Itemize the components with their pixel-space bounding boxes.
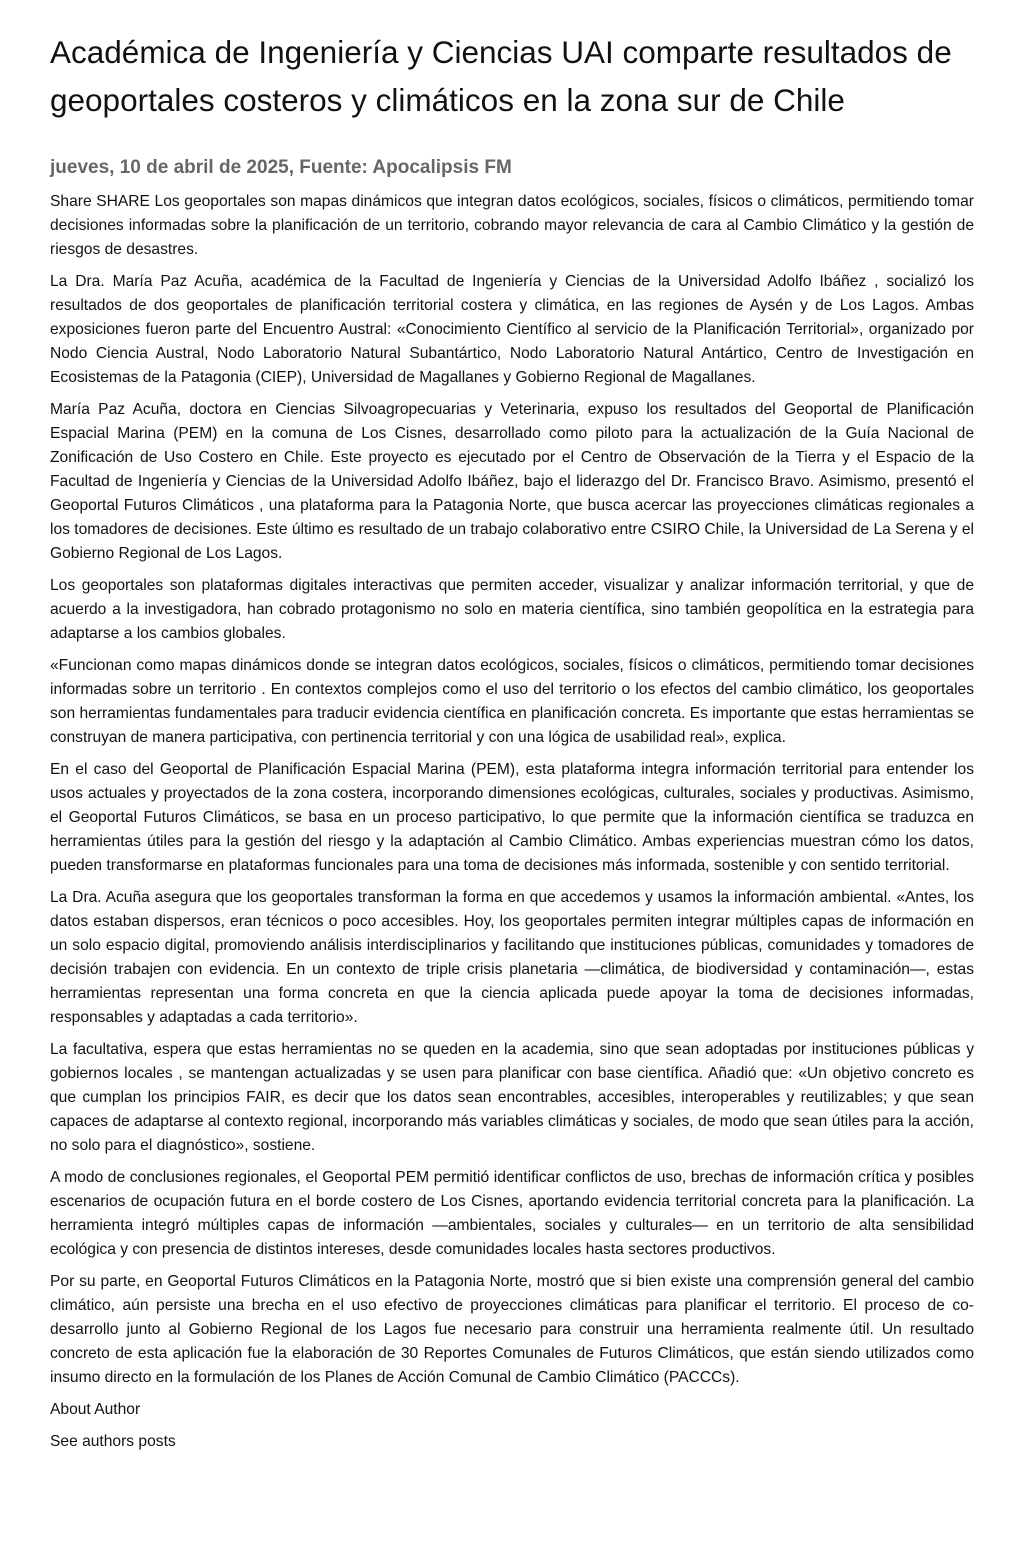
paragraph-4: «Funcionan como mapas dinámicos donde se integran datos ecológicos, sociales, físicos o climáticos, permitiendo tomar decisiones informadas sobre un territorio . En contextos complejos como el uso del territorio o los efectos del cambio climático, los geoportales son herramientas fundamentales para traducir evidencia científica en planificación concreta. Es importante que estas herramientas se construyan de manera participativa, con pertinencia territorial y con una lógica de usabilidad real», explica.	[50, 657, 974, 746]
paragraph-2: María Paz Acuña, doctora en Ciencias Silvoagropecuarias y Veterinaria, expuso los resultados del Geoportal de Planificación Espacial Marina (PEM) en la comuna de Los Cisnes, desarrollado como piloto para la actualización de la Guía Nacional de Zonificación de Uso Costero en Chile. Este proyecto es ejecutado por el Centro de Observación de la Tierra y el Espacio de la Facultad de Ingeniería y Ciencias de la Universidad Adolfo Ibáñez, bajo el liderazgo del Dr. Francisco Bravo. Asimismo, presentó el Geoportal Futuros Climáticos , una plataforma para la Patagonia Norte, que busca acercar las proyecciones climáticas regionales a los tomadores de decisiones. Este último es resultado de un trabajo colaborativo entre CSIRO Chile, la Universidad de La Serena y el Gobierno Regional de Los Lagos.	[50, 401, 974, 562]
lead-line-1: Share SHARE Los geoportales son mapas dinámicos que integran datos ecológicos, sociales, físicos o climáticos, permitiendo tomar	[50, 193, 974, 210]
article-title: Académica de Ingeniería y Ciencias UAI comparte resultados de geoportales costeros y climáticos en la zona sur de Chile	[50, 34, 952, 118]
paragraph-7: La facultativa, espera que estas herramientas no se queden en la academia, sino que sean adoptadas por instituciones públicas y gobiernos locales , se mantengan actualizadas y se usen para planificar con base científica. Añadió que: «Un objetivo concreto es que cumplan los principios FAIR, es decir que los datos sean encontrables, accesibles, interoperables y reutilizables; y que sean capaces de adaptarse al contexto regional, incorporando más variables climáticas y sociales, de modo que sean útiles para la acción, no solo para el diagnóstico», sostiene.	[50, 1041, 974, 1154]
paragraph-6: La Dra. Acuña asegura que los geoportales transforman la forma en que accedemos y usamos la información ambiental. «Antes, los datos estaban dispersos, eran técnicos o poco accesibles. Hoy, los geoportales permiten integrar múltiples capas de información en un solo espacio digital, promoviendo análisis interdisciplinarios y facilitando que instituciones públicas, comunidades y tomadores de decisión trabajen con evidencia. En un contexto de triple crisis planetaria —climática, de biodiversidad y contaminación—, estas herramientas representan una forma concreta en que la ciencia aplicada puede apoyar la toma de decisiones informadas, responsables y adaptadas a cada territorio».	[50, 889, 974, 1026]
lead-paragraph	[50, 190, 974, 262]
paragraph-3: Los geoportales son plataformas digitales interactivas que permiten acceder, visualizar y analizar información territorial, y que de acuerdo a la investigadora, han cobrado protagonismo no solo en materia científica, sino también geopolítica en la estrategia para adaptarse a los cambios globales.	[50, 577, 974, 642]
paragraph-8: A modo de conclusiones regionales, el Geoportal PEM permitió identificar conflictos de uso, brechas de información crítica y posibles escenarios de ocupación futura en el borde costero de Los Cisnes, aportando evidencia territorial concreta para la planificación. La herramienta integró múltiples capas de información —ambientales, sociales y culturales— en un territorio de alta sensibilidad ecológica y con presencia de distintos intereses, desde comunidades locales hasta sectores productivos.	[50, 1169, 974, 1258]
about-author-heading: About Author	[50, 1401, 141, 1418]
see-authors-posts-link[interactable]: See authors posts	[50, 1433, 176, 1450]
lead-line-2: decisiones informadas sobre la planificación de un territorio, cobrando mayor relevancia de cara al Cambio Climático y la gestión de riesgos de desastres.	[50, 217, 974, 258]
paragraph-5: En el caso del Geoportal de Planificación Espacial Marina (PEM), esta plataforma integra información territorial para entender los usos actuales y proyectados de la zona costera, incorporando dimensiones ecológicas, culturales, sociales y productivas. Asimismo, el Geoportal Futuros Climáticos, se basa en un proceso participativo, lo que permite que la información científica se traduzca en herramientas útiles para la gestión del riesgo y la adaptación al Cambio Climático. Ambas experiencias muestran cómo los datos, pueden transformarse en plataformas funcionales para una toma de decisiones más informada, sostenible y con sentido territorial.	[50, 761, 974, 874]
article-date-source: jueves, 10 de abril de 2025, Fuente: Apocalipsis FM	[50, 157, 512, 178]
article-body	[50, 190, 974, 1390]
paragraph-1: La Dra. María Paz Acuña, académica de la Facultad de Ingeniería y Ciencias de la Universidad Adolfo Ibáñez , socializó los resultados de dos geoportales de planificación territorial costera y climática, en las regiones de Aysén y de Los Lagos. Ambas exposiciones fueron parte del Encuentro Austral: «Conocimiento Científico al servicio de la Planificación Territorial», organizado por Nodo Ciencia Austral, Nodo Laboratorio Natural Subantártico, Nodo Laboratorio Natural Antártico, Centro de Investigación en Ecosistemas de la Patagonia (CIEP), Universidad de Magallanes y Gobierno Regional de Magallanes.	[50, 273, 974, 386]
paragraph-9: Por su parte, en Geoportal Futuros Climáticos en la Patagonia Norte, mostró que si bien existe una comprensión general del cambio climático, aún persiste una brecha en el uso efectivo de proyecciones climáticas para planificar el territorio. El proceso de co-desarrollo junto al Gobierno Regional de los Lagos fue necesario para construir una herramienta realmente útil. Un resultado concreto de esta aplicación fue la elaboración de 30 Reportes Comunales de Futuros Climáticos, que están siendo utilizados como insumo directo en la formulación de los Planes de Acción Comunal de Cambio Climático (PACCCs).	[50, 1273, 974, 1386]
